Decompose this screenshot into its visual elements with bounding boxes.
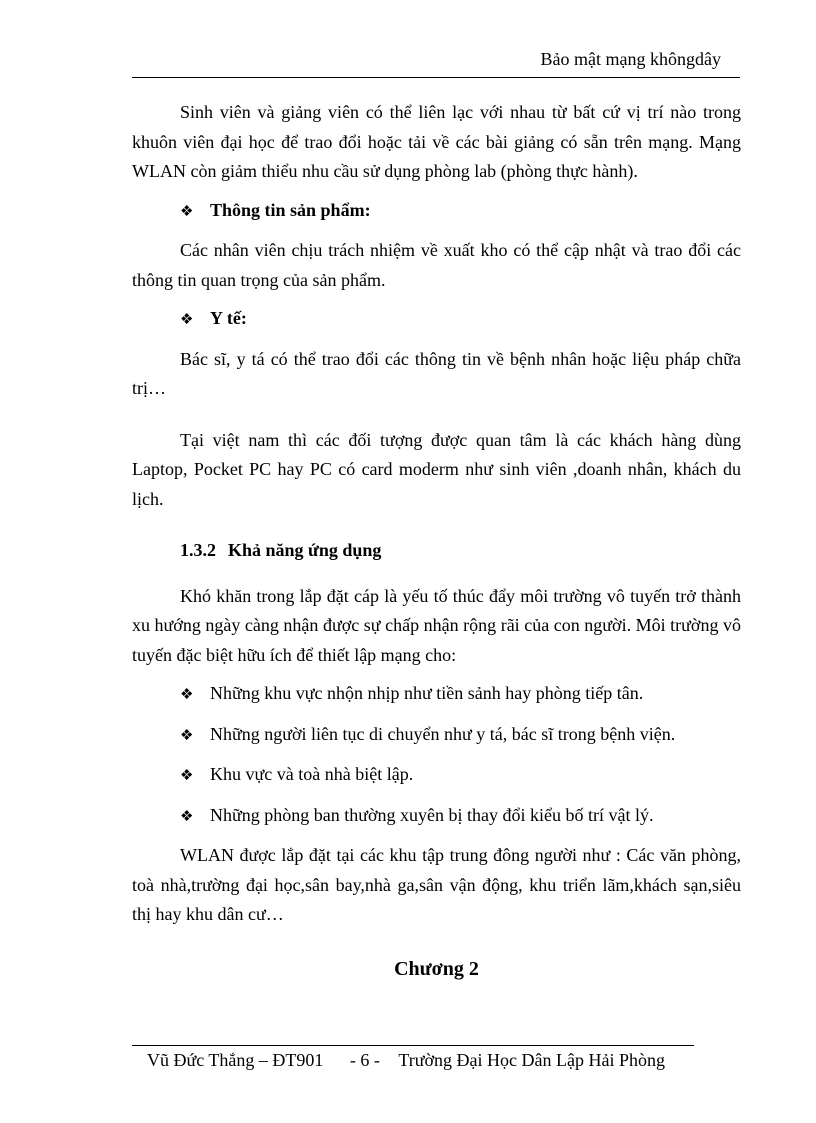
footer-page-number: - 6 - [349, 1050, 380, 1070]
footer-school: Trường Đại Học Dân Lập Hải Phòng [398, 1050, 665, 1070]
bullet-heading-label: Thông tin sản phẩm: [210, 199, 371, 220]
paragraph-6: WLAN được lắp đặt tại các khu tập trung đông người như : Các văn phòng, toà nhà,trường đại học,sân bay,nhà ga,sân vận động, khu triển lãm,khách sạn,siêu thị hay khu dân cư… [132, 845, 741, 924]
diamond-bullet-icon: ❖ [180, 768, 194, 784]
header-title: Bảo mật mạng khôngdây [540, 49, 721, 69]
list-item-text: Những phòng ban thường xuyên bị thay đổi kiểu bố trí vật lý. [210, 804, 654, 825]
bullet-list [132, 679, 741, 832]
header-divider [132, 77, 740, 78]
section-heading [132, 536, 741, 566]
page-body [132, 98, 741, 930]
page-footer [147, 1050, 665, 1071]
list-item [132, 720, 741, 752]
list-item-text: Những người liên tục di chuyển như y tá, bác sĩ trong bệnh viện. [210, 723, 676, 744]
paragraph-2: Các nhân viên chịu trách nhiệm về xuất kho có thể cập nhật và trao đổi các thông tin quan trọng của sản phẩm. [132, 240, 741, 290]
list-item [132, 801, 741, 833]
diamond-bullet-icon: ❖ [180, 727, 194, 744]
bullet-heading-health [132, 304, 741, 336]
diamond-bullet-icon: ❖ [180, 203, 194, 220]
paragraph-3: Bác sĩ, y tá có thể trao đổi các thông tin về bệnh nhân hoặc liệu pháp chữa trị… [132, 348, 741, 398]
diamond-bullet-icon: ❖ [180, 312, 194, 328]
list-item [132, 679, 741, 711]
footer-divider [132, 1045, 694, 1046]
list-item-text: Những khu vực nhộn nhịp như tiền sảnh hay phòng tiếp tân. [210, 683, 644, 703]
section-number: 1.3.2 [180, 540, 216, 560]
bullet-heading-label: Y tế: [210, 308, 247, 328]
section-title: Khả năng ứng dụng [228, 540, 382, 560]
bullet-heading-product-info [132, 196, 741, 228]
paragraph-1: Sinh viên và giảng viên có thể liên lạc với nhau từ bất cứ vị trí nào trong khuôn viên đại học để trao đổi hoặc tải về các bài giảng có sẵn trên mạng. Mạng WLAN còn giảm thiểu nhu cầu sử dụng phòng lab (phòng thực hành). [132, 102, 741, 181]
paragraph-4: Tại việt nam thì các đối tượng được quan tâm là các khách hàng dùng Laptop, Pocket PC hay PC có card moderm như sinh viên ,doanh nhân, khách du lịch. [132, 429, 741, 509]
paragraph-5: Khó khăn trong lắp đặt cáp là yếu tố thúc đẩy môi trường vô tuyến trở thành xu hướng ngày càng nhận được sự chấp nhận rộng rãi của con người. Môi trường vô tuyến đặc biệt hữu ích để thiết lập mạng cho: [132, 585, 741, 665]
list-item-text: Khu vực và toà nhà biệt lập. [210, 764, 414, 784]
list-item [132, 760, 741, 792]
diamond-bullet-icon: ❖ [180, 687, 194, 703]
chapter-heading: Chương 2 [394, 958, 479, 980]
diamond-bullet-icon: ❖ [180, 808, 194, 825]
footer-author: Vũ Đức Thắng – ĐT901 [147, 1050, 324, 1070]
